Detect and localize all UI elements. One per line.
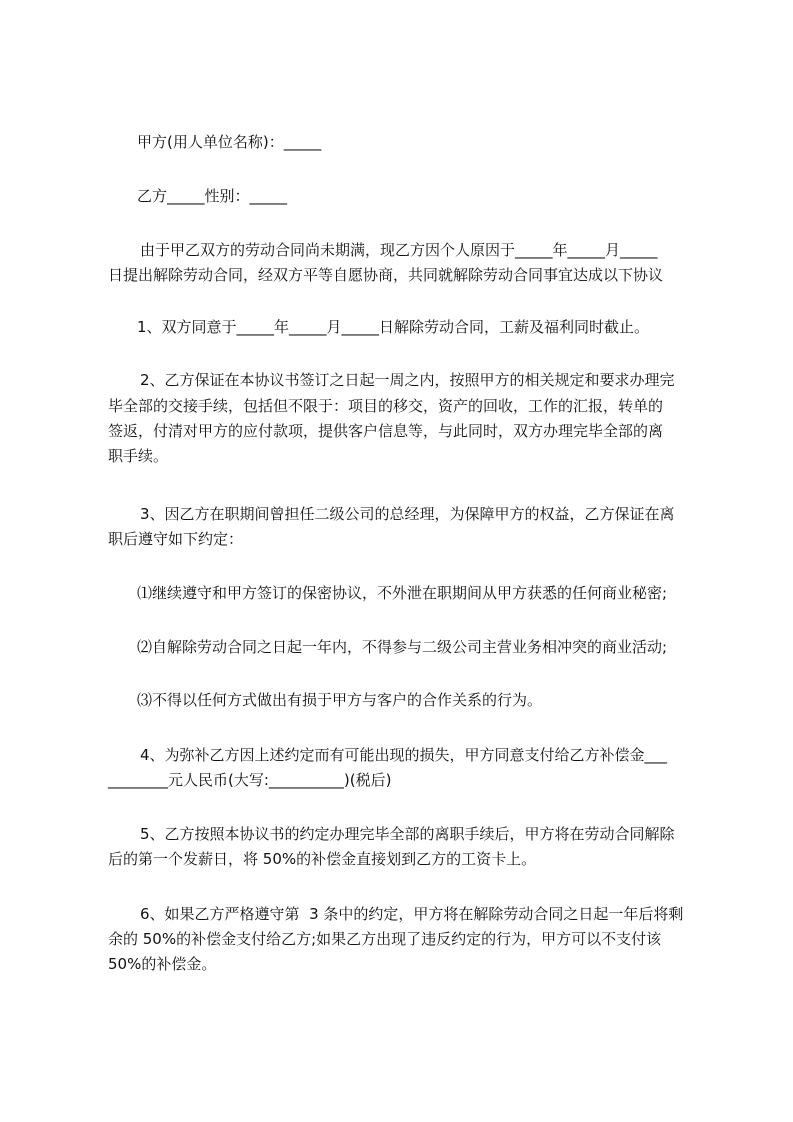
clause-4-line-2: ________元人民币(大写:__________)(税后) (108, 771, 392, 789)
clause-2-line-2: 毕全部的交接手续，包括但不限于：项目的移交，资产的回收，工作的汇报，转单的 (108, 397, 664, 415)
clause-1-line-1: 1、双方同意于_____年_____月_____日解除劳动合同，工薪及福利同时截止。 (137, 318, 650, 336)
preamble-line-1: 由于甲乙双方的劳动合同尚未期满，现乙方因个人原因于_____年_____月_____ (140, 241, 658, 259)
clause-2-line-3: 签返，付清对甲方的应付款项，提供客户信息等，与此同时，双方办理完毕全部的离 (108, 422, 664, 440)
clause-2-line-4: 职手续。 (108, 447, 169, 465)
clause-4-line-1: 4、为弥补乙方因上述约定而有可能出现的损失，甲方同意支付给乙方补偿金___ (140, 746, 668, 764)
clause-3-item-1: ⑴继续遵守和甲方签订的保密协议，不外泄在职期间从甲方获悉的任何商业秘密; (137, 584, 668, 602)
clause-3-line-1: 3、因乙方在职期间曾担任二级公司的总经理，为保障甲方的权益，乙方保证在离 (140, 505, 675, 523)
clause-6-line-3: 50%的补偿金。 (108, 955, 217, 973)
clause-2-line-1: 2、乙方保证在本协议书签订之日起一周之内，按照甲方的相关规定和要求办理完 (140, 371, 675, 389)
party-b-line: 乙方_____性别：_____ (137, 187, 288, 205)
clause-5-line-1: 5、乙方按照本协议书的约定办理完毕全部的离职手续后，甲方将在劳动合同解除 (140, 825, 675, 843)
clause-6-line-1: 6、如果乙方严格遵守第 3 条中的约定，甲方将在解除劳动合同之日起一年后将剩 (140, 905, 684, 923)
clause-3-item-2: ⑵自解除劳动合同之日起一年内，不得参与二级公司主营业务相冲突的商业活动; (137, 638, 668, 656)
party-a-line: 甲方(用人单位名称)：_____ (137, 133, 322, 151)
clause-5-line-2: 后的第一个发薪日，将 50%的补偿金直接划到乙方的工资卡上。 (108, 850, 537, 868)
clause-3-item-3: ⑶不得以任何方式做出有损于甲方与客户的合作关系的行为。 (137, 691, 543, 709)
clause-3-line-2: 职后遵守如下约定： (108, 530, 244, 548)
clause-6-line-2: 余的 50%的补偿金支付给乙方;如果乙方出现了违反约定的行为，甲方可以不支付该 (108, 930, 662, 948)
preamble-line-2: 日提出解除劳动合同，经双方平等自愿协商，共同就解除劳动合同事宜达成以下协议 (108, 266, 664, 284)
